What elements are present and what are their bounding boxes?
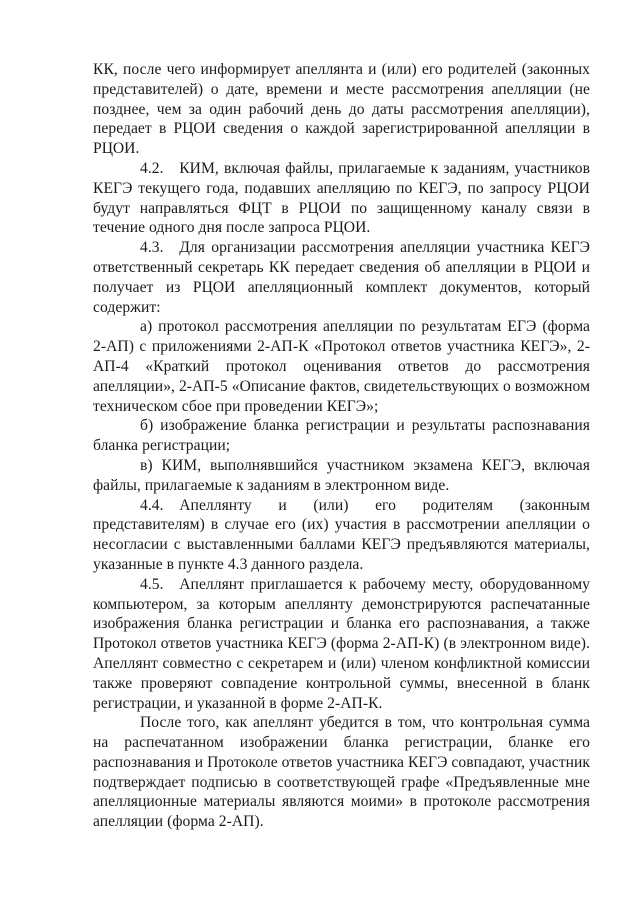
paragraph-4-3-v: в) КИМ, выполнявшийся участником экзамена КЕГЭ, включая файлы, прилагаемые к заданиям в электронном виде. xyxy=(93,456,590,494)
paragraph-after-checksum: После того, как апеллянт убедится в том, что контрольная сумма на распечатанном изображении бланка регистрации, бланке его распознавания и Протоколе ответов участника КЕГЭ совпадают, участник подтверждает подписью в соответствующей графе «Предъявленные мне апелляционные материалы являются моими» в протоколе рассмотрения апелляции (форма 2-АП). xyxy=(93,714,590,831)
paragraph-4-5: 4.5. Апеллянт приглашается к рабочему месту, оборудованному компьютером, за которым апеллянту демонстрируются распечатанные изображения бланка регистрации и бланка его распознавания, а также Протокол ответов участника КЕГЭ (форма 2-АП-К) (в электронном виде). Апеллянт совместно с секретарем и (или) членом конфликтной комиссии также проверяют совпадение контрольной суммы, внесенной в бланк регистрации, и указанной в форме 2-АП-К. xyxy=(93,575,590,712)
paragraph-4-3-a: а) протокол рассмотрения апелляции по результатам ЕГЭ (форма 2-АП) с приложениями 2-АП-К «Протокол ответов участника КЕГЭ», 2-АП-4 «Краткий протокол оценивания ответов до рассмотрения апелляции», 2-АП-5 «Описание фактов, свидетельствующих о возможном техническом сбое при проведении КЕГЭ»; xyxy=(93,318,590,415)
paragraph-continuation: КК, после чего информирует апеллянта и (или) его родителей (законных представителей) о дате, времени и месте рассмотрения апелляции (не позднее, чем за один рабочий день до даты рассмотрения апелляции), передает в РЦОИ сведения о каждой зарегистрированной апелляции в РЦОИ. xyxy=(93,61,590,158)
paragraph-4-3-b: б) изображение бланка регистрации и результаты распознавания бланка регистрации; xyxy=(93,417,590,455)
paragraph-4-3: 4.3. Для организации рассмотрения апелляции участника КЕГЭ ответственный секретарь КК передает сведения об апелляции в РЦОИ и получает из РЦОИ апелляционный комплект документов, который содержит: xyxy=(93,239,590,316)
paragraph-4-4: 4.4. Апеллянту и (или) его родителям (законным представителям) в случае его (их) участия в рассмотрении апелляции о несогласии с выставленными баллами КЕГЭ предъявляются материалы, указанные в пункте 4.3 данного раздела. xyxy=(93,496,590,573)
paragraph-4-2: 4.2. КИМ, включая файлы, прилагаемые к заданиям, участников КЕГЭ текущего года, подавших апелляцию по КЕГЭ, по запросу РЦОИ будут направляться ФЦТ в РЦОИ по защищенному каналу связи в течение одного дня после запроса РЦОИ. xyxy=(93,159,590,237)
